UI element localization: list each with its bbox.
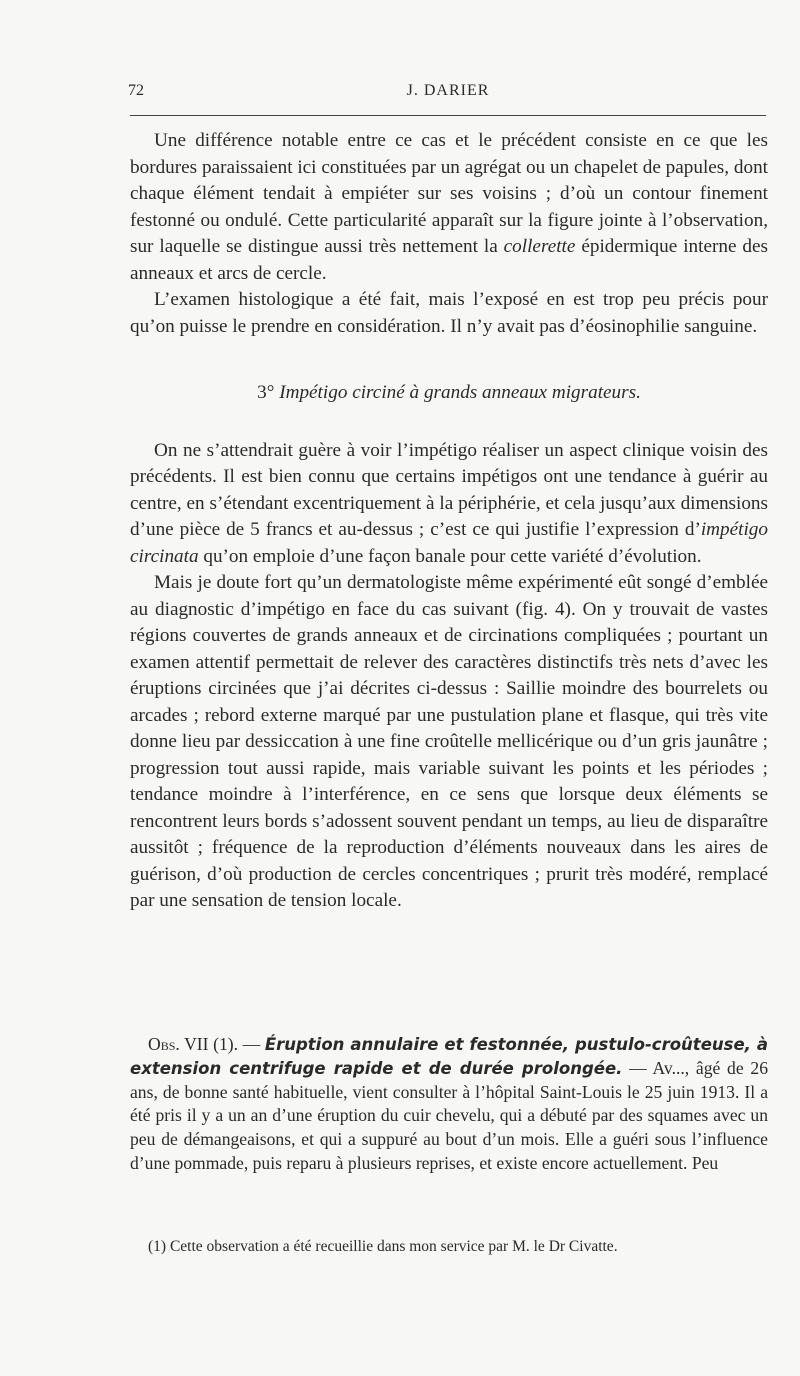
running-head: J. DARIER <box>406 82 490 99</box>
main-text <box>130 128 768 915</box>
observation-paragraph: Obs. VII (1). — Éruption annulaire et festonnée, pustulo-croûteuse, à extension centrifuge rapide et de durée prolongée. — Av..., âgé de 26 ans, de bonne santé habituelle, vient consulter à l’hôpital Saint-Louis le 25 juin 1913. Il a été pris il y a un an d’une éruption du cuir chevelu, qui a débuté par des squames avec un peu de démangeaisons, et qui a suppuré au bout d’un mois. Elle a guéri sous l’influence d’une pommade, puis reparu à plusieurs reprises, et existe encore actuellement. Peu <box>130 1034 768 1173</box>
footnote: (1) Cette observation a été recueillie dans mon service par M. le Dr Civatte. <box>148 1238 618 1255</box>
observation-block <box>130 1033 768 1176</box>
page-number: 72 <box>128 82 144 99</box>
header-rule <box>130 115 766 116</box>
observation-title: Éruption annulaire et festonnée, pustulo-croûteuse, à extension centrifuge rapide et de durée prolongée. <box>130 1035 768 1078</box>
section-heading: 3° Impétigo circiné à grands anneaux migrateurs. <box>257 382 641 403</box>
paragraph: Mais je doute fort qu’un dermatologiste même expérimenté eût songé d’emblée au diagnostic d’impétigo en face du cas suivant (fig. 4). On y trouvait de vastes régions couvertes de grands anneaux et de circinations compliquées ; pourtant un examen attentif permettait de relever des caractères distinctifs très nets d’avec les éruptions circinées que j’ai décrites ci-dessus : Saillie moindre des bourrelets ou arcades ; rebord externe marqué par une pustulation plane et flasque, qui très vite donne lieu par dessiccation à une fine croûtelle mellicérique ou d’un gris jaunâtre ; progression tout aussi rapide, mais variable suivant les points et les périodes ; tendance moindre à l’interférence, en ce sens que lorsque deux éléments se rencontrent leurs bords s’adossent souvent pendant un temps, au lieu de disparaître aussitôt ; fréquence de la reproduction d’éléments nouveaux dans les aires de guérison, d’où production de cercles concentriques ; prurit très modéré, remplacé par une sensation de tension locale. <box>130 572 768 911</box>
paragraph: L’examen histologique a été fait, mais l’exposé en est trop peu précis pour qu’on puisse le prendre en considération. Il n’y avait pas d’éosinophilie sanguine. <box>130 289 768 337</box>
paragraph: On ne s’attendrait guère à voir l’impétigo réaliser un aspect clinique voisin des précédents. Il est bien connu que certains impétigos ont une tendance à guérir au centre, en s’étendant excentriquement à la périphérie, et cela jusqu’aux dimensions d’une pièce de 5 francs et au-dessus ; c’est ce qui justifie l’expression d’impétigo circinata qu’on emploie d’une façon banale pour cette variété d’évolution. <box>130 439 768 567</box>
observation-label: Obs. <box>148 1034 180 1054</box>
paragraph: Une différence notable entre ce cas et le précédent consiste en ce que les bordures paraissaient ici constituées par un agrégat ou un chapelet de papules, dont chaque élément tendait à empiéter sur ses voisins ; d’où un contour finement festonné ou ondulé. Cette particularité apparaît sur la figure jointe à l’observation, sur laquelle se distingue aussi très nettement la collerette épidermique interne des anneaux et arcs de cercle. <box>130 130 768 284</box>
